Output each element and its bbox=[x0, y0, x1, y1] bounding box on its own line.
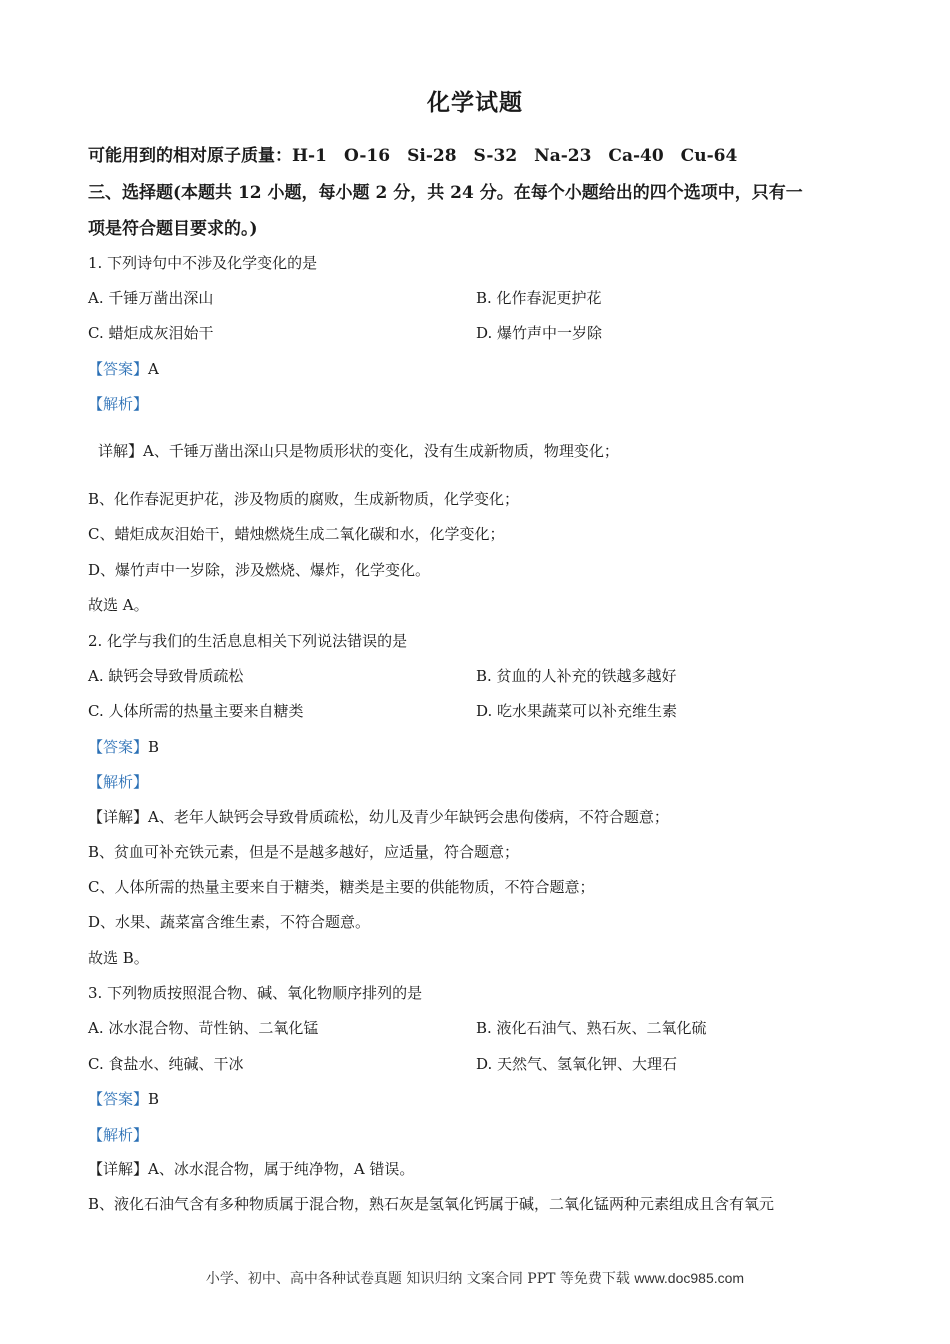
answer-tag: 【答案】 bbox=[88, 360, 149, 378]
q2-conclusion: 故选 B。 bbox=[88, 949, 149, 967]
q2-option-d: D. 吃水果蔬菜可以补充维生素 bbox=[476, 702, 678, 720]
section-heading-line2: 项是符合题目要求的。) bbox=[88, 219, 258, 239]
q1-option-c: C. 蜡炬成灰泪始干 bbox=[88, 324, 214, 342]
q3-option-a: A. 冰水混合物、苛性钠、二氧化锰 bbox=[88, 1019, 319, 1037]
q3-answer-value: B bbox=[148, 1090, 160, 1108]
q3-detail-2: B、液化石油气含有多种物质属于混合物，熟石灰是氢氧化钙属于碱，二氧化锰两种元素组成且含有氧元 bbox=[88, 1195, 775, 1213]
atomic-mass-line: 可能用到的相对原子质量：H-1 O-16 Si-28 S-32 Na-23 Ca-40 Cu-64 bbox=[88, 146, 738, 166]
q3-analysis-tag: 【解析】 bbox=[88, 1126, 149, 1144]
q3-option-b: B. 液化石油气、熟石灰、二氧化硫 bbox=[476, 1019, 707, 1037]
q3-answer bbox=[88, 1088, 159, 1109]
q3-detail-1: 【详解】A、冰水混合物，属于纯净物，A 错误。 bbox=[88, 1160, 415, 1178]
q2-option-a: A. 缺钙会导致骨质疏松 bbox=[88, 667, 244, 685]
q1-analysis-tag: 【解析】 bbox=[88, 395, 149, 413]
q1-option-d: D. 爆竹声中一岁除 bbox=[476, 324, 603, 342]
q2-analysis-tag: 【解析】 bbox=[88, 773, 149, 791]
q2-stem: 2. 化学与我们的生活息息相关下列说法错误的是 bbox=[88, 632, 408, 650]
footer-url[interactable]: www.doc985.com bbox=[634, 1270, 745, 1286]
q2-option-c: C. 人体所需的热量主要来自糖类 bbox=[88, 702, 304, 720]
answer-tag: 【答案】 bbox=[88, 738, 149, 756]
q1-stem: 1. 下列诗句中不涉及化学变化的是 bbox=[88, 254, 318, 272]
q2-detail-1: 【详解】A、老年人缺钙会导致骨质疏松，幼儿及青少年缺钙会患佝偻病，不符合题意； bbox=[88, 808, 669, 826]
q1-answer bbox=[88, 358, 159, 379]
q1-detail-2: B、化作春泥更护花，涉及物质的腐败，生成新物质，化学变化； bbox=[88, 490, 520, 508]
q2-detail-3: C、人体所需的热量主要来自于糖类，糖类是主要的供能物质，不符合题意； bbox=[88, 878, 595, 896]
q3-stem: 3. 下列物质按照混合物、碱、氧化物顺序排列的是 bbox=[88, 984, 423, 1002]
q1-detail-4: D、爆竹声中一岁除，涉及燃烧、爆炸，化学变化。 bbox=[88, 561, 431, 579]
q2-detail-4: D、水果、蔬菜富含维生素，不符合题意。 bbox=[88, 913, 371, 931]
q3-option-d: D. 天然气、氢氧化钾、大理石 bbox=[476, 1055, 678, 1073]
q2-option-b: B. 贫血的人补充的铁越多越好 bbox=[476, 667, 677, 685]
q1-conclusion: 故选 A。 bbox=[88, 596, 149, 614]
q1-detail-3: C、蜡炬成灰泪始干，蜡烛燃烧生成二氧化碳和水，化学变化； bbox=[88, 525, 505, 543]
q1-option-b: B. 化作春泥更护花 bbox=[476, 289, 602, 307]
q2-answer-value: B bbox=[148, 738, 160, 756]
page-title: 化学试题 bbox=[427, 89, 523, 116]
page-footer bbox=[0, 1268, 950, 1288]
answer-tag: 【答案】 bbox=[88, 1090, 149, 1108]
q1-detail-1: 详解】A、千锤万凿出深山只是物质形状的变化，没有生成新物质，物理变化； bbox=[98, 442, 619, 460]
section-heading-line1: 三、选择题(本题共 12 小题，每小题 2 分，共 24 分。在每个小题给出的四个选项中，只有一 bbox=[88, 183, 803, 203]
q3-option-c: C. 食盐水、纯碱、干冰 bbox=[88, 1055, 244, 1073]
q1-answer-value: A bbox=[148, 360, 159, 378]
q1-option-a: A. 千锤万凿出深山 bbox=[88, 289, 214, 307]
footer-text: 小学、初中、高中各种试卷真题 知识归纳 文案合同 PPT 等免费下载 bbox=[205, 1271, 630, 1287]
q2-answer bbox=[88, 736, 159, 757]
q2-detail-2: B、贫血可补充铁元素，但是不是越多越好，应适量，符合题意； bbox=[88, 843, 520, 861]
